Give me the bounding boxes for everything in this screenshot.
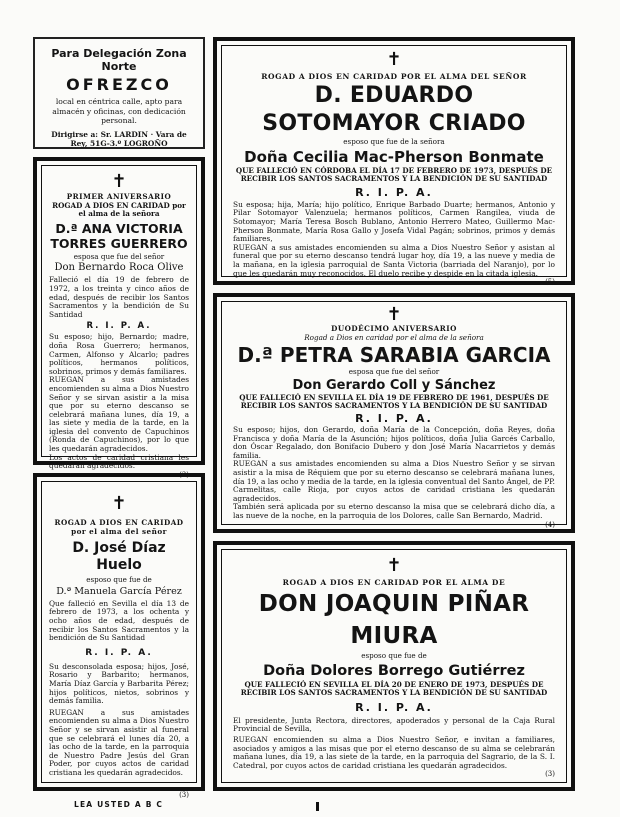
death-details: Que falleció en Sevilla el día 13 de febrero de 1973, a los ochenta y ocho años de edad, después de recibir los Santos Sacramentos y la bendición de Su Santidad — [49, 598, 189, 643]
death-details: QUE FALLECIÓ EN SEVILLA EL DÍA 20 DE ENERO DE 1973, DESPUÉS DE RECIBIR LOS SANTOS SACRAMENTOS Y LA BENDICIÓN DE SU SANTIDAD — [240, 679, 548, 698]
deceased-name: D.ª PETRA SARABIA GARCIA — [237, 343, 551, 368]
spouse-name: Doña Dolores Borrego Gutiérrez — [263, 662, 525, 679]
cross-icon: ✝ — [111, 493, 127, 514]
request-text: RUEGAN a sus amistades encomienden su alma a Dios Nuestro Señor y asistan al funeral que por su eterno descanso tendrá lugar hoy, día 19, a las nueve y media de la mañana, en la iglesia parroquial de Santa Victoria (barriada del Naranjo), por lo que les quedarán muy reconocidos. El duelo recibe y despide en la citada iglesia. — [233, 242, 555, 278]
ad-title: Para Delegación Zona Norte — [51, 47, 187, 73]
extra-text: También será aplicada por su eterno descanso la misa que se celebrará dicho día, a las nueve de la noche, en la parroquia de los Dolores, calle San Bernardo, Madrid. — [233, 502, 555, 520]
reference-number: (3) — [545, 770, 555, 779]
death-details: QUE FALLECIÓ EN CÓRDOBA EL DÍA 17 DE FEBRERO DE 1973, DESPUÉS DE RECIBIR LOS SANTOS SACRAMENTOS Y LA BENDICIÓN DE SU SANTIDAD — [235, 165, 553, 184]
cross-icon: ✝ — [386, 49, 402, 70]
obituary-lead: Rogad a Dios en caridad por el alma de la señora — [304, 332, 484, 342]
request-text: RUEGAN a sus amistades encomienden su alma a Dios Nuestro Señor y se sirvan asistir a la misa de Réquiem que por su eterno descanso se celebrará mañana lunes, día 19, a las ocho y media de la tarde, en la iglesia conventual del Santo Ángel, de PP. Carmelitas, calle Rioja, por cuyos actos de caridad cristiana les quedarán agradecidos. — [233, 459, 555, 503]
page-mark — [316, 802, 319, 811]
request-text: RUEGAN a sus amistades encomienden su alma a Dios Nuestro Señor y se sirvan asistir al funeral que se celebrará el lunes día 20, a las ocho de la tarde, en la parroquia de Nuestro Padre Jesús del Gran Poder, por cuyos actos de caridad cristiana les quedarán agradecidos. — [49, 707, 189, 777]
obituary-torres — [33, 157, 205, 479]
spouse-lead: esposo que fue de — [86, 575, 152, 585]
deceased-name: D. José Díaz Huelo — [72, 540, 166, 574]
ad-headline: OFREZCO — [66, 75, 172, 94]
obituary-sotomayor — [213, 37, 575, 285]
family-list: Su esposo; hijo, Bernardo; madre, doña Rosa Guerrero; hermanos, Carmen, Alfonso y Alcarlo; padres políticos, hermanos políticos, sobrinos, primos y demás familiares. — [49, 332, 189, 376]
spouse-lead: esposa que fue del señor — [73, 251, 165, 261]
family-list: Su esposo; hijos, don Gerardo, doña María de la Concepción, doña Reyes, doña Francisca y doña María de la Asunción; hijos políticos, doña Julia Garcés Carballo, don Óscar Regalado, don Bonifacio Dubero y don José María Nacarrietos y demás familia. — [233, 424, 555, 460]
extra-text: Los actos de caridad cristiana les quedarán agradecidos. — [49, 452, 189, 471]
obituary-pinar — [213, 541, 575, 791]
obituary-diaz — [33, 470, 205, 800]
obituary-lead: ROGAD A DIOS EN CARIDAD por el alma del señor — [54, 518, 184, 536]
ad-body: local en céntrica calle, apto para almacén y oficinas, con dedicación personal. — [52, 97, 186, 126]
cross-icon: ✝ — [386, 555, 402, 576]
obituary-lead: ROGAD A DIOS EN CARIDAD POR EL ALMA DE — [282, 578, 506, 587]
request-text: RUEGAN encomienden su alma a Dios Nuestro Señor, e invitan a familiares, asociados y amigos a las misas que por el eterno descanso de su alma se celebrarán mañana lunes, día 19, a las siete de la tarde, en la parroquia del Sagrario, de la S. I. Catedral, por cuyos actos de caridad cristiana les quedarán agradecidos. — [233, 734, 555, 770]
obituary-lead: ROGAD A DIOS EN CARIDAD por el alma de la señora — [52, 200, 186, 219]
family-list: El presidente, Junta Rectora, directores, apoderados y personal de la Caja Rural Provincial de Sevilla, — [233, 715, 555, 734]
classified-ad — [33, 37, 205, 149]
anniversary-label: DUODÉCIMO ANIVERSARIO — [331, 324, 457, 333]
deceased-name: DON JOAQUIN PIÑAR MIURA — [258, 591, 530, 649]
cross-icon: ✝ — [386, 304, 402, 325]
spouse-lead: esposo que fue de la señora — [343, 137, 445, 146]
ripa: R. I. P. A. — [355, 411, 433, 425]
ad-contact: Dirigirse a: Sr. LARDIN · Vara de Rey, 51G-3.º LOGROÑO — [51, 129, 187, 149]
reference-number: (4) — [545, 520, 555, 529]
anniversary-label: PRIMER ANIVERSARIO — [66, 192, 172, 201]
spouse-name: Don Gerardo Coll y Sánchez — [292, 377, 496, 393]
death-details: QUE FALLECIÓ EN SEVILLA EL DÍA 19 DE FEBRERO DE 1961, DESPUÉS DE RECIBIR LOS SANTOS SACRAMENTOS Y LA BENDICIÓN DE SU SANTIDAD — [239, 392, 549, 411]
spouse-name: Don Bernardo Roca Olive — [54, 262, 184, 274]
reference-number: (3) — [179, 470, 189, 479]
cross-icon: ✝ — [111, 171, 127, 192]
spouse-name: D.ª Manuela García Pérez — [56, 585, 182, 597]
request-text: RUEGAN a sus amistades encomienden su alma a Dios Nuestro Señor y se sirvan asistir a la misa que por su eterno descanso se celebrará mañana lunes, día 19, a las siete y media de la tarde, en la iglesia del convento de Capuchinos (Ronda de Capuchinos), por lo que les quedarán agradecidos. — [49, 375, 189, 454]
spouse-lead: esposa que fue del señor — [348, 367, 440, 377]
reference-number: (5) — [545, 278, 555, 287]
spouse-lead: esposo que fue de — [361, 651, 427, 660]
deceased-name: D.ª ANA VICTORIA TORRES GUERRERO — [50, 220, 188, 251]
reference-number: (3) — [179, 791, 189, 800]
ripa: R. I. P. A. — [355, 700, 433, 714]
ripa: R. I. P. A. — [85, 647, 153, 658]
deceased-name: D. EDUARDO SOTOMAYOR CRIADO — [262, 83, 526, 136]
footer-slogan: LEA USTED A B C — [74, 800, 164, 809]
spouse-name: Doña Cecilia Mac-Pherson Bonmate — [244, 147, 544, 166]
obituary-lead: ROGAD A DIOS EN CARIDAD POR EL ALMA DEL SEÑOR — [261, 72, 527, 81]
ripa: R. I. P. A. — [355, 185, 433, 199]
family-list: Su desconsolada esposa; hijos, José, Rosario y Barbarito; hermanos, María Díaz García y Barbarita Pérez; hijos políticos, nietos, sobrinos y demás familia. — [49, 661, 189, 706]
ripa: R. I. P. A. — [86, 321, 152, 332]
death-details: Falleció el día 19 de febrero de 1972, a los treinta y cinco años de edad, después de recibir los Santos Sacramentos y la bendición de Su Santidad — [49, 275, 189, 319]
obituary-sarabia — [213, 293, 575, 533]
family-list: Su esposa; hija, María; hijo político, Enrique Barbado Duarte; hermanos, Antonio y Pilar Sotomayor Valenzuela; hermanos políticos, Carmen Rangilea, viuda de Sotomayor; María Teresa Bosch Bublano, Antonio Herrero Mateo, Guillermo Mac-Pherson Bonmate, María Rosa Gallo y Josefa Vidal Pagán; sobrinos, primos y demás familiares, — [233, 199, 555, 244]
